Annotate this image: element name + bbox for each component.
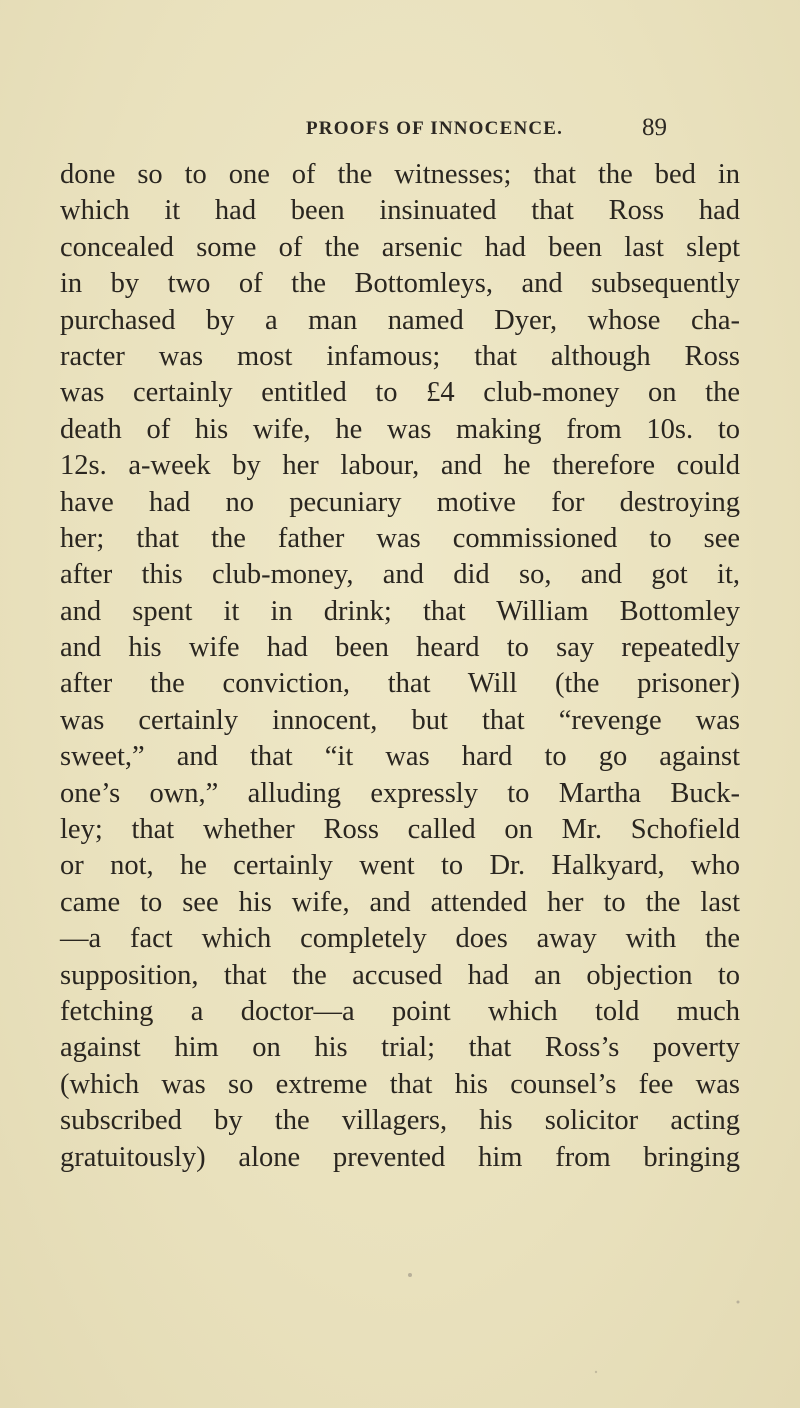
text-line: her; that the father was commissioned to see (60, 522, 740, 554)
text-line: which it had been insinuated that Ross had (60, 195, 740, 227)
text-line: done so to one of the witnesses; that the bed in (60, 159, 740, 190)
text-line: racter was most infamous; that although Ross (60, 340, 740, 372)
text-line: ley; that whether Ross called on Mr. Schofield (60, 814, 740, 846)
text-line: 12s. a-week by her labour, and he therefore could (60, 450, 740, 482)
text-line: death of his wife, he was making from 10s. to (60, 413, 740, 445)
body-text (60, 157, 740, 1176)
text-line: came to see his wife, and attended her to the last (60, 886, 740, 918)
text-line: —a fact which completely does away with the (60, 923, 740, 955)
text-line: purchased by a man named Dyer, whose cha- (60, 304, 740, 336)
text-line: sweet,” and that “it was hard to go against (60, 741, 740, 773)
text-line: was certainly innocent, but that “revenge was (60, 704, 740, 736)
running-head (0, 114, 800, 148)
paper-speck (595, 1371, 597, 1373)
running-title: PROOFS OF INNOCENCE. (306, 118, 564, 139)
text-line: fetching a doctor—a point which told much (60, 995, 740, 1027)
text-line: concealed some of the arsenic had been last slept (60, 231, 740, 263)
text-line: after the conviction, that Will (the prisoner) (60, 668, 740, 700)
paper-speck (408, 1273, 412, 1277)
text-line: and spent it in drink; that William Bottomley (60, 595, 740, 627)
text-line: (which was so extreme that his counsel’s fee was (60, 1068, 740, 1100)
text-line: or not, he certainly went to Dr. Halkyard, who (60, 850, 740, 882)
text-line: after this club-money, and did so, and got it, (60, 559, 740, 591)
text-line: was certainly entitled to £4 club-money on the (60, 377, 740, 409)
page-number: 89 (642, 114, 667, 141)
text-line: against him on his trial; that Ross’s poverty (60, 1032, 740, 1064)
text-line: gratuitously) alone prevented him from bringing (60, 1141, 740, 1173)
text-line: and his wife had been heard to say repeatedly (60, 632, 740, 664)
text-line: have had no pecuniary motive for destroying (60, 486, 740, 518)
text-line: in by two of the Bottomleys, and subsequently (60, 268, 740, 300)
text-line: supposition, that the accused had an objection to (60, 959, 740, 991)
paper-speck (737, 1301, 740, 1304)
text-line: one’s own,” alluding expressly to Martha Buck- (60, 777, 740, 809)
text-line: subscribed by the villagers, his solicitor acting (60, 1105, 740, 1137)
